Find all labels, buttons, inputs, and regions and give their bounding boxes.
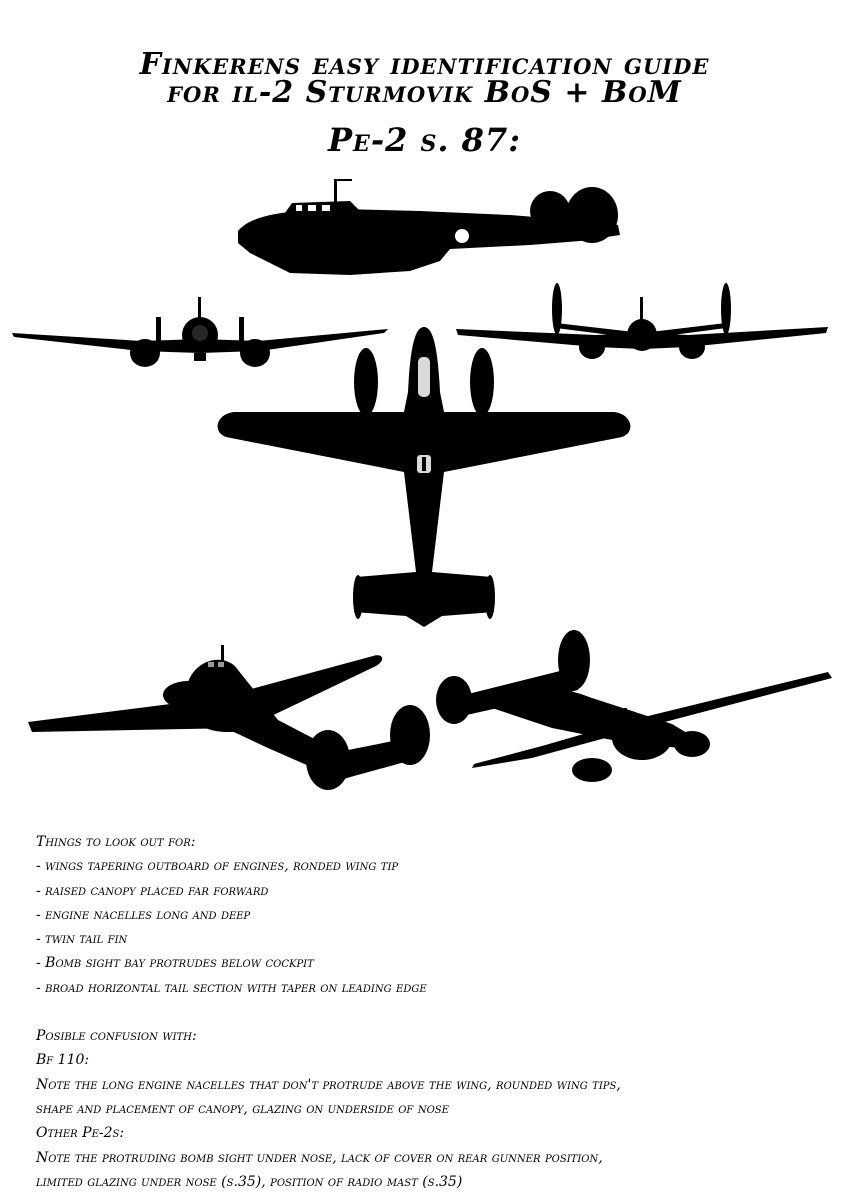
top-view-silhouette <box>212 322 636 632</box>
look-out-item: - raised canopy placed far forward <box>36 882 269 899</box>
guide-title-line-1: Finkerens easy identification guide <box>139 47 710 82</box>
bf110-heading: Bf 110: <box>36 1052 90 1069</box>
look-out-heading: Things to look out for: <box>36 834 196 850</box>
other-pe2-note: limited glazing under nose (s.35), position of radio mast (s.35) <box>36 1173 463 1190</box>
look-out-item: - Bomb sight bay protrudes below cockpit <box>36 955 314 972</box>
confusion-heading: Posible confusion with: <box>36 1028 197 1045</box>
guide-title-line-2: for il-2 Sturmovik BoS + BoM <box>167 75 682 110</box>
three-quarter-view-right-silhouette <box>432 628 836 783</box>
side-view-silhouette <box>230 175 630 285</box>
look-out-item: - broad horizontal tail section with taper on leading edge <box>36 979 427 996</box>
look-out-item: - engine nacelles long and deep <box>36 906 251 923</box>
identification-notes <box>36 830 826 1194</box>
other-pe2-note: Note the protruding bomb sight under nose, lack of cover on rear gunner position, <box>36 1149 603 1166</box>
look-out-item: - twin tail fin <box>36 931 128 948</box>
bf110-note: Note the long engine nacelles that don't protrude above the wing, rounded wing tips, <box>36 1076 621 1093</box>
three-quarter-view-left-silhouette <box>28 640 432 790</box>
other-pe2-heading: Other Pe-2s: <box>36 1125 125 1142</box>
aircraft-title: Pe-2 s. 87: <box>327 121 522 159</box>
bf110-note: shape and placement of canopy, glazing on underside of nose <box>36 1100 449 1117</box>
look-out-item: - wings tapering outboard of engines, ronded wing tip <box>36 858 399 875</box>
